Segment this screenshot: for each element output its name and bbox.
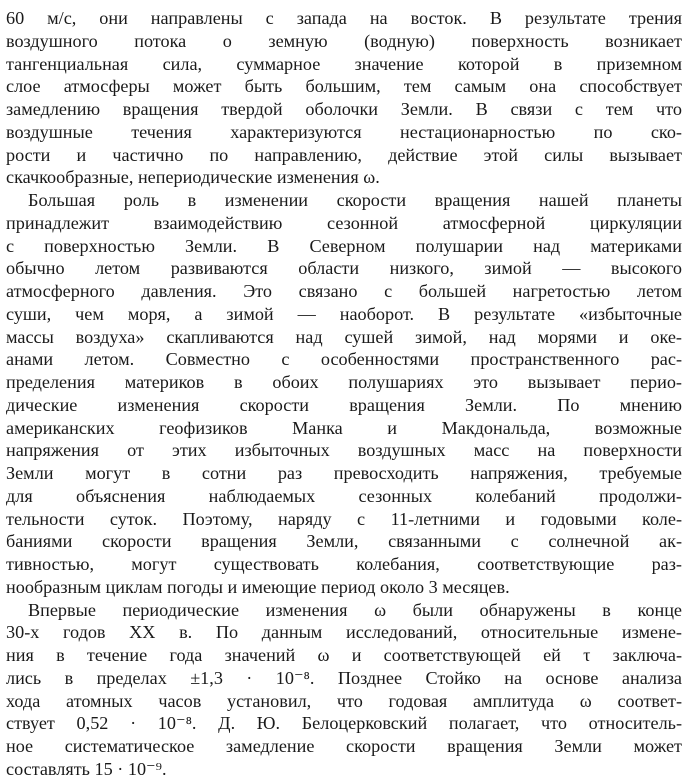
text-line: американских геофизиков Манка и Макдональда, возможные bbox=[6, 417, 682, 438]
paragraph-2 bbox=[6, 189, 682, 599]
text-line: замедлению вращения твердой оболочки Земли. В связи с тем что bbox=[6, 99, 682, 119]
text-line: ствует 0,52 · 10⁻⁸. Д. Ю. Белоцерковский полагает, что относитель- bbox=[6, 713, 682, 734]
text-line: Земли могут в сотни раз превосходить напряжения, требуемые bbox=[6, 463, 682, 483]
text-line: рости и частично по направлению, действие этой силы вызывает bbox=[6, 144, 682, 165]
text-line: воздушного потока о земную (водную) поверхность возникает bbox=[6, 30, 682, 51]
text-line: 60 м/с, они направлены с запада на восток. В результате трения bbox=[6, 8, 682, 28]
text-line: тангенциальная сила, суммарное значение которой в приземном bbox=[6, 53, 682, 74]
text-line: напряжения от этих избыточных воздушных масс на поверхности bbox=[6, 440, 682, 461]
text-line: 30-х годов XX в. По данным исследований, относительные измене- bbox=[6, 622, 682, 643]
paragraph-3 bbox=[6, 599, 682, 781]
text-line: ния в течение года значений ω и соответствующей ей τ заключа- bbox=[6, 645, 682, 665]
text-line: слое атмосферы может быть большим, тем самым она способствует bbox=[6, 76, 682, 97]
text-line: воздушные течения характеризуются нестационарностью по ско- bbox=[6, 121, 682, 142]
text-line: нообразным циклам погоды и имеющие период около 3 месяцев. bbox=[6, 576, 510, 597]
text-line: хода атомных часов установил, что годовая амплитуда ω соответ- bbox=[6, 690, 682, 711]
text-line: лись в пределах ±1,3 · 10⁻⁸. Позднее Стойко на основе анализа bbox=[6, 667, 682, 688]
text-line: с поверхностью Земли. В Северном полушарии над материками bbox=[6, 235, 682, 256]
text-line: баниями скорости вращения Земли, связанными с солнечной ак- bbox=[6, 531, 682, 552]
text-line: дические изменения скорости вращения Земли. По мнению bbox=[6, 394, 682, 415]
text-line: ное систематическое замедление скорости вращения Земли может bbox=[6, 736, 682, 756]
text-line: Большая роль в изменении скорости вращения нашей планеты bbox=[28, 190, 682, 210]
text-line: тивностью, могут существовать колебания, соответствующие раз- bbox=[6, 554, 682, 574]
text-line: скачкообразные, непериодические изменения ω. bbox=[6, 167, 380, 188]
text-line: принадлежит взаимодействию сезонной атмосферной циркуляции bbox=[6, 212, 682, 233]
text-body bbox=[6, 7, 682, 781]
text-line: Впервые периодические изменения ω были обнаружены в конце bbox=[28, 599, 682, 620]
text-line: массы воздуха» скапливаются над сушей зимой, над морями и оке- bbox=[6, 326, 682, 347]
text-line: обычно летом развиваются области низкого, зимой — высокого bbox=[6, 258, 682, 279]
text-line: составлять 15 · 10⁻⁹. bbox=[6, 758, 167, 779]
text-line: для объяснения наблюдаемых сезонных колебаний продолжи- bbox=[6, 485, 682, 506]
text-line: анами летом. Совместно с особенностями пространственного рас- bbox=[6, 349, 682, 370]
paragraph-1 bbox=[6, 7, 682, 189]
text-line: атмосферного давления. Это связано с большей нагретостью летом bbox=[6, 281, 682, 301]
text-line: пределения материков в обоих полушариях это вызывает перио- bbox=[6, 372, 682, 392]
text-line: суши, чем моря, а зимой — наоборот. В результате «избыточные bbox=[6, 303, 682, 324]
text-line: тельности суток. Поэтому, наряду с 11-летними и годовыми коле- bbox=[6, 508, 682, 529]
